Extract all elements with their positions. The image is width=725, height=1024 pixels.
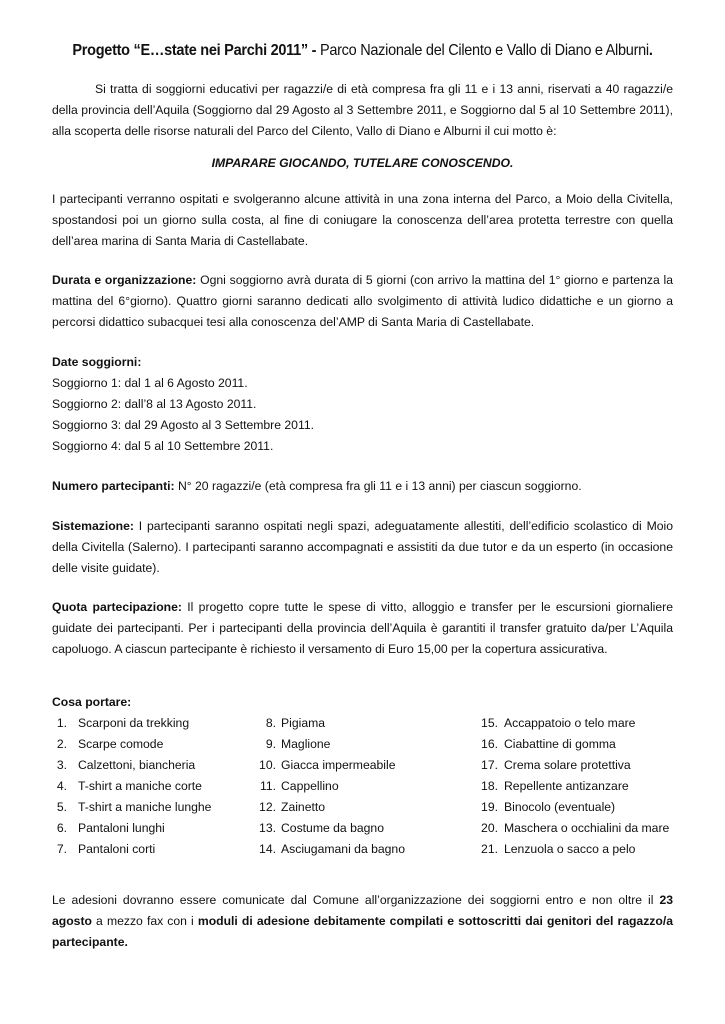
intro-paragraph: Si tratta di soggiorni educativi per ragazzi/e di età compresa fra gli 11 e i 13 anni, riservati a 40 ragazzi/e della provincia dell’Aquila (Soggiorno dal 29 Agosto al 3 Settembre 2011, e Soggiorno dal 5 al 10 Settembre 2011), alla scoperta delle risorse naturali del Parco del Cilento, Vallo di Diano e Alburni il cui motto è: bbox=[52, 82, 673, 138]
title-rest: Parco Nazionale del Cilento e Vallo di Diano e Alburni bbox=[316, 42, 649, 59]
list-item: 16. Ciabattine di gomma bbox=[481, 737, 616, 751]
list-item: 7. Pantaloni corti bbox=[56, 842, 156, 856]
list-item: 5. T-shirt a maniche lunghe bbox=[56, 800, 212, 814]
sistemazione-text: I partecipanti saranno ospitati negli spazi, adeguatamente allestiti, dell’edificio scolastico di Moio della Civitella (Salerno). I partecipanti saranno accompagnati e assistiti da due tutor e da un esperto (in occasione delle visite guidate). bbox=[52, 519, 673, 575]
adesioni-moduli: moduli di adesione debitamente compilati e sottoscritti dai genitori del ragazzo/a partecipante. bbox=[52, 914, 673, 949]
packing-column-3 bbox=[481, 713, 669, 860]
quota-label: Quota partecipazione: bbox=[52, 600, 182, 614]
list-item: 10. Giacca impermeabile bbox=[259, 758, 396, 772]
list-item: 2. Scarpe comode bbox=[56, 737, 164, 751]
list-item: 6. Pantaloni lunghi bbox=[56, 821, 165, 835]
packing-column-1 bbox=[52, 713, 211, 860]
quota-text: Il progetto copre tutte le spese di vitto, alloggio e transfer per le escursioni giornaliere guidate dei partecipanti. Per i partecipanti della provincia dell’Aquila è garantiti il transfer gratuito da/per L’Aquila capoluogo. A ciascun partecipante è richiesto il versamento di Euro 15,00 per la copertura assicurativa. bbox=[52, 600, 673, 656]
date-section bbox=[52, 352, 673, 457]
date-label: Date soggiorni: bbox=[52, 355, 142, 369]
list-item: 12. Zainetto bbox=[259, 800, 326, 814]
list-item: 4. T-shirt a maniche corte bbox=[56, 779, 202, 793]
title-bold: Progetto “E…state nei Parchi 2011” - bbox=[72, 42, 317, 59]
sistemazione-label: Sistemazione: bbox=[52, 519, 134, 533]
adesioni-deadline: 23 agosto bbox=[52, 893, 673, 928]
list-item: 18. Repellente antizanzare bbox=[481, 779, 629, 793]
list-item: 13. Costume da bagno bbox=[259, 821, 384, 835]
list-item: 11. Cappellino bbox=[259, 779, 339, 793]
sistemazione-paragraph bbox=[52, 516, 673, 579]
list-item: 17. Crema solare protettiva bbox=[481, 758, 631, 772]
list-item: 9. Maglione bbox=[265, 737, 331, 751]
list-item: 21. Lenzuola o sacco a pelo bbox=[481, 842, 636, 856]
numero-paragraph bbox=[52, 476, 673, 497]
list-item: 8. Pigiama bbox=[265, 716, 326, 730]
date-item: Soggiorno 1: dal 1 al 6 Agosto 2011. bbox=[52, 376, 248, 390]
date-item: Soggiorno 2: dall’8 al 13 Agosto 2011. bbox=[52, 397, 257, 411]
adesioni-paragraph bbox=[52, 890, 673, 953]
motto: IMPARARE GIOCANDO, TUTELARE CONOSCENDO. bbox=[211, 156, 514, 170]
list-item: 20. Maschera o occhialini da mare bbox=[481, 821, 670, 835]
date-item: Soggiorno 4: dal 5 al 10 Settembre 2011. bbox=[52, 439, 274, 453]
list-item: 3. Calzettoni, biancheria bbox=[56, 758, 196, 772]
title-end: . bbox=[648, 42, 653, 59]
participants-paragraph: I partecipanti verranno ospitati e svolgeranno alcune attività in una zona interna del Parco, a Moio della Civitella, spostandosi poi un giorno sulla costa, al fine di coniugare la conoscenza dell’area protetta terrestre con quella dell’area marina di Santa Maria di Castellabate. bbox=[52, 192, 673, 248]
adesioni-text-1: Le adesioni dovranno essere comunicate dal Comune all’organizzazione dei soggiorni entro e non oltre il bbox=[52, 893, 660, 907]
page-title bbox=[25, 40, 699, 61]
list-item: 1. Scarponi da trekking bbox=[56, 716, 190, 730]
packing-column-2 bbox=[259, 713, 405, 860]
list-item: 14. Asciugamani da bagno bbox=[259, 842, 405, 856]
durata-paragraph bbox=[52, 270, 673, 333]
numero-text: N° 20 ragazzi/e (età compresa fra gli 11 e i 13 anni) per ciascun soggiorno. bbox=[174, 479, 582, 493]
durata-label: Durata e organizzazione: bbox=[52, 273, 197, 287]
date-item: Soggiorno 3: dal 29 Agosto al 3 Settembre 2011. bbox=[52, 418, 314, 432]
list-item: 15. Accappatoio o telo mare bbox=[481, 716, 636, 730]
cosa-label: Cosa portare: bbox=[52, 695, 132, 709]
quota-paragraph bbox=[52, 597, 673, 660]
adesioni-text-2: a mezzo fax con i bbox=[91, 914, 198, 928]
durata-text: Ogni soggiorno avrà durata di 5 giorni (con arrivo la mattina del 1° giorno e partenza la mattina del 6°giorno). Quattro giorni saranno dedicati allo svolgimento di attività ludico didattiche e un giorno a percorsi didattico subacquei tesi alla conoscenza del’AMP di Santa Maria di Castellabate. bbox=[52, 273, 673, 329]
numero-label: Numero partecipanti: bbox=[52, 479, 175, 493]
list-item: 19. Binocolo (eventuale) bbox=[481, 800, 616, 814]
